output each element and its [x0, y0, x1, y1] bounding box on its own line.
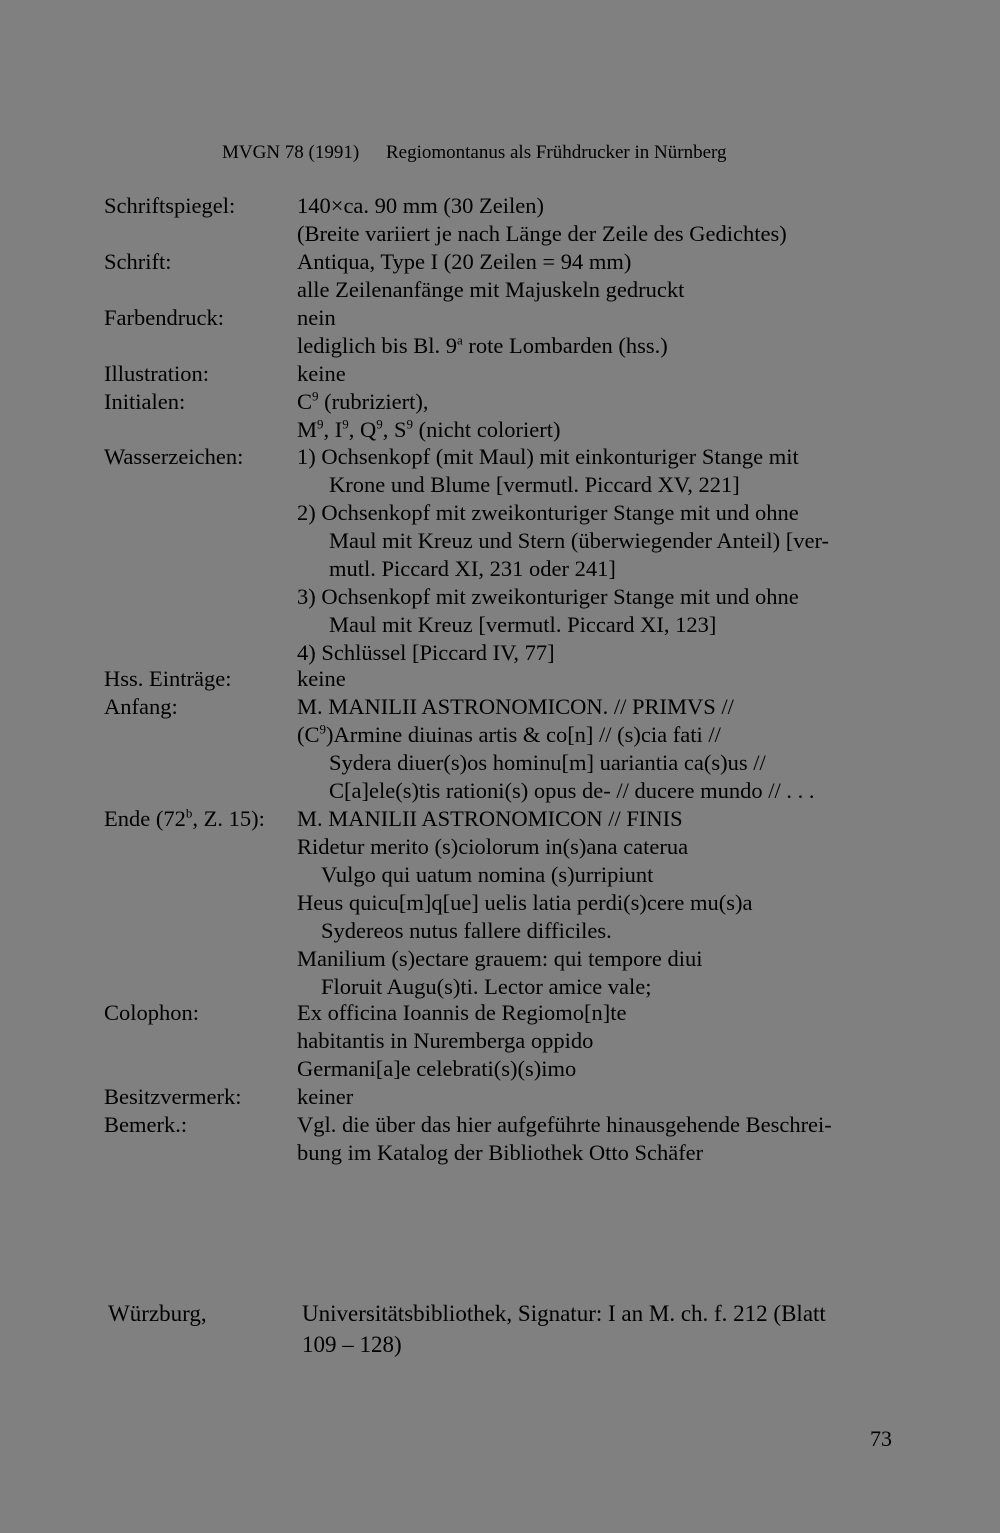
entry-label: Hss. Einträge: [104, 666, 232, 691]
entry-label: Ende (72$^b$, Z. 15): [104, 805, 265, 831]
entry-value [297, 304, 897, 360]
value-line: Maul mit Kreuz und Stern (überwiegender Anteil) [ver- [329, 528, 830, 553]
entry-value [297, 999, 897, 1083]
footer-line: Universitätsbibliothek, Signatur: I an M. ch. f. 212 (Blatt [302, 1301, 826, 1326]
entry-label: Bemerk.: [104, 1112, 188, 1137]
value-line: Manilium (s)ectare grauem: qui tempore diui [297, 946, 703, 971]
value-line: 1) Ochsenkopf (mit Maul) mit einkonturiger Stange mit [297, 444, 799, 469]
entry-label: Farbendruck: [104, 305, 224, 330]
value-line: $C^9$ (rubriziert), [297, 388, 429, 414]
value-line: alle Zeilenanfänge mit Majuskeln gedruckt [297, 277, 685, 302]
value-line: C[a]ele(s)tis rationi(s) opus de- // ducere mundo // . . . [329, 778, 815, 803]
value-line: Maul mit Kreuz [vermutl. Piccard XI, 123] [329, 612, 717, 637]
value-line: Sydereos nutus fallere difficiles. [321, 918, 612, 943]
value-line: Vgl. die über das hier aufgeführte hinausgehende Beschrei- [297, 1112, 832, 1137]
value-line: 140×ca. 90 mm (30 Zeilen) [297, 193, 544, 218]
value-line: Floruit Augu(s)ti. Lector amice vale; [321, 974, 652, 999]
value-line: Heus quicu[m]q[ue] uelis latia perdi(s)cere mu(s)a [297, 890, 753, 915]
entry-label: Schriftspiegel: [104, 193, 236, 218]
value-line: (Breite variiert je nach Länge der Zeile des Gedichtes) [297, 221, 787, 246]
value-line: M. MANILII ASTRONOMICON // FINIS [297, 806, 683, 831]
value-line: keiner [297, 1084, 354, 1109]
value-line: Vulgo qui uatum nomina (s)urripiunt [321, 862, 654, 887]
value-line: keine [297, 666, 346, 691]
entry-label: Colophon: [104, 1000, 200, 1025]
entry-value [297, 388, 897, 444]
entry-value [297, 360, 897, 388]
entry-value [297, 248, 897, 304]
running-header [222, 142, 727, 164]
value-line: M. MANILII ASTRONOMICON. // PRIMVS // [297, 694, 734, 719]
value-line: Krone und Blume [vermutl. Piccard XV, 221] [329, 472, 740, 497]
entry-label: Illustration: [104, 361, 209, 386]
footer-line: 109 – 128) [302, 1332, 402, 1357]
entry-label: Initialen: [104, 389, 186, 414]
entry-value [297, 443, 897, 667]
entry-value [297, 1111, 897, 1167]
header-title: Regiomontanus als Frühdrucker in Nürnberg [385, 142, 727, 163]
entry-label: Wasserzeichen: [104, 444, 244, 469]
entry-label: Besitzvermerk: [104, 1084, 242, 1109]
entry-label: Schrift: [104, 249, 172, 274]
value-line: 4) Schlüssel [Piccard IV, 77] [297, 640, 555, 665]
value-line: $(C^9)Armine$ diuinas artis & co[n] // (s)cia fati // [297, 721, 721, 747]
value-line: 3) Ochsenkopf mit zweikonturiger Stange mit und ohne [297, 584, 799, 609]
value-line: Germani[a]e celebrati(s)(s)imo [297, 1056, 577, 1081]
footer-place: Würzburg, [108, 1301, 207, 1326]
entry-value [297, 665, 897, 693]
value-line: Antiqua, Type I (20 Zeilen = 94 mm) [297, 249, 632, 274]
entry-value [297, 192, 897, 248]
entry-value [297, 693, 897, 805]
value-line: Ridetur merito (s)ciolorum in(s)ana caterua [297, 834, 689, 859]
value-line: Ex officina Ioannis de Regiomo[n]te [297, 1000, 627, 1025]
value-line: habitantis in Nuremberga oppido [297, 1028, 594, 1053]
value-line: keine [297, 361, 346, 386]
value-line: mutl. Piccard XI, 231 oder 241] [329, 556, 616, 581]
footer-location [302, 1298, 902, 1360]
page-number: 73 [870, 1426, 892, 1451]
value-line: 2) Ochsenkopf mit zweikonturiger Stange mit und ohne [297, 500, 799, 525]
header-journal: MVGN 78 (1991) [222, 142, 360, 163]
value-line: lediglich bis Bl. 9$^a$ rote Lombarden (hss.) [297, 332, 668, 358]
value-line: $M^9$, $I^9$, $Q^9$, $S^9$ (nicht coloriert) [297, 416, 561, 442]
entry-value [297, 1083, 897, 1111]
entry-label: Anfang: [104, 694, 178, 719]
value-line: Sydera diuer(s)os hominu[m] uariantia ca(s)us // [329, 750, 766, 775]
entry-value [297, 805, 897, 1001]
value-line: bung im Katalog der Bibliothek Otto Schäfer [297, 1140, 704, 1165]
value-line: nein [297, 305, 336, 330]
